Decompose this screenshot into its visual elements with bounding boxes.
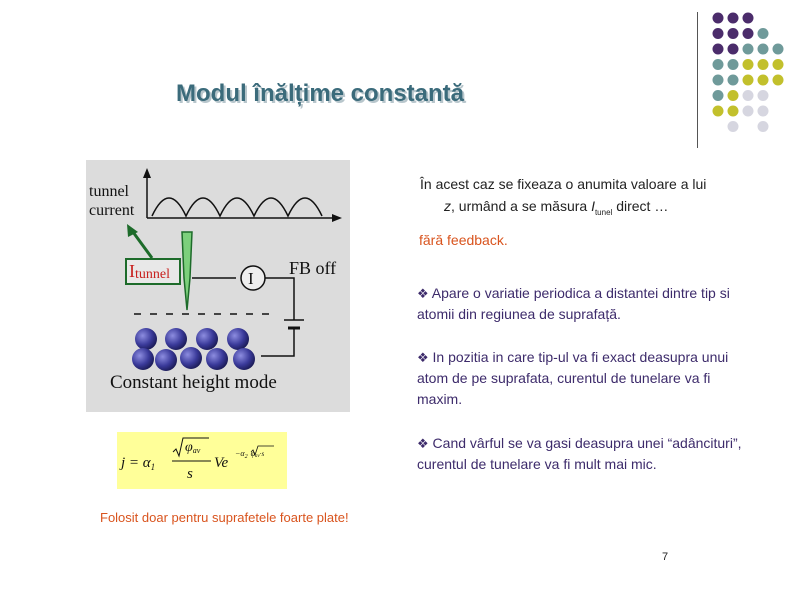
decorative-dot — [758, 121, 769, 132]
bullet-item: ❖ Cand vârful se va gasi deasupra unei “adâncituri”, curentul de tunelare va fi mult mai mic. — [417, 435, 742, 472]
decorative-dot — [728, 106, 739, 117]
intro-line-2: z, urmând a se măsura $I_{tunel}$ direct … — [444, 198, 669, 217]
formula-lhs: $j = \alpha_1$ — [121, 455, 156, 472]
feedback-note: fără feedback. — [419, 232, 508, 248]
current-curve — [152, 198, 322, 216]
formula-mid: Ve — [214, 455, 229, 471]
intro-line-1: În acest caz se fixeaza o anumita valoare a lui — [420, 176, 707, 192]
decorative-dot — [758, 59, 769, 70]
diamond-bullet-icon: ❖ — [417, 350, 429, 365]
decorative-dot — [743, 106, 754, 117]
surface-atoms — [132, 328, 255, 371]
decorative-dot — [743, 59, 754, 70]
decorative-dot — [743, 44, 754, 55]
decorative-dot — [758, 90, 769, 101]
decorative-dot — [713, 28, 724, 39]
decorative-dot — [713, 13, 724, 24]
diamond-bullet-icon: ❖ — [417, 436, 429, 451]
decorative-dot — [713, 106, 724, 117]
formula-numerator: φav — [185, 440, 201, 455]
bullet-item: ❖ In pozitia in care tip-ul va fi exact deasupra unui atom de pe suprafata, curentul de tunelare va fi maxim. — [417, 349, 729, 407]
decorative-dot — [728, 90, 739, 101]
axis-label-current: current — [89, 202, 135, 219]
figure-caption: Constant height mode — [110, 372, 277, 393]
decorative-dot — [758, 28, 769, 39]
x-axis-arrow — [332, 214, 342, 222]
decorative-dot — [713, 75, 724, 86]
decorative-dot — [743, 90, 754, 101]
decorative-dot — [713, 90, 724, 101]
decorative-dot — [728, 75, 739, 86]
decorative-dot — [758, 44, 769, 55]
slide-title: Modul înălțime constantă — [176, 80, 465, 107]
decorative-dot — [773, 59, 784, 70]
itunnel-label: Itunnel — [129, 261, 170, 282]
decorative-dot — [728, 28, 739, 39]
decorative-dot — [743, 13, 754, 24]
wire-right — [265, 278, 294, 320]
green-arrow — [133, 232, 152, 258]
decorative-dot — [713, 59, 724, 70]
y-axis-arrow — [143, 168, 151, 178]
decorative-dot — [773, 75, 784, 86]
page-number: 7 — [662, 551, 669, 563]
wire-bottom — [261, 328, 294, 356]
decorative-dot — [728, 44, 739, 55]
bullet-item: ❖ Apare o variatie periodica a distantei dintre tip si atomii din regiunea de suprafață. — [417, 285, 730, 322]
decorative-dot — [758, 75, 769, 86]
intro-paragraph — [420, 173, 760, 224]
decorative-dot-grid — [700, 6, 800, 136]
decorative-dot — [743, 28, 754, 39]
divider-line — [697, 12, 698, 148]
decorative-dot — [758, 106, 769, 117]
fb-off-label: FB off — [289, 258, 337, 278]
formula-denominator: s — [187, 466, 193, 482]
ammeter-label: I — [248, 269, 254, 288]
decorative-dot — [728, 59, 739, 70]
stm-diagram — [86, 160, 350, 412]
stm-tip — [182, 232, 192, 310]
axis-label-tunnel: tunnel — [89, 183, 129, 200]
usage-note: Folosit doar pentru suprafetele foarte plate! — [100, 510, 349, 525]
diamond-bullet-icon: ❖ — [417, 286, 429, 301]
decorative-dot — [773, 44, 784, 55]
decorative-dot — [728, 13, 739, 24]
formula-exponent: $-\alpha_2$ φav·s — [235, 449, 265, 460]
tunneling-formula — [117, 432, 287, 489]
decorative-dot — [728, 121, 739, 132]
decorative-dot — [713, 44, 724, 55]
decorative-dot — [743, 75, 754, 86]
